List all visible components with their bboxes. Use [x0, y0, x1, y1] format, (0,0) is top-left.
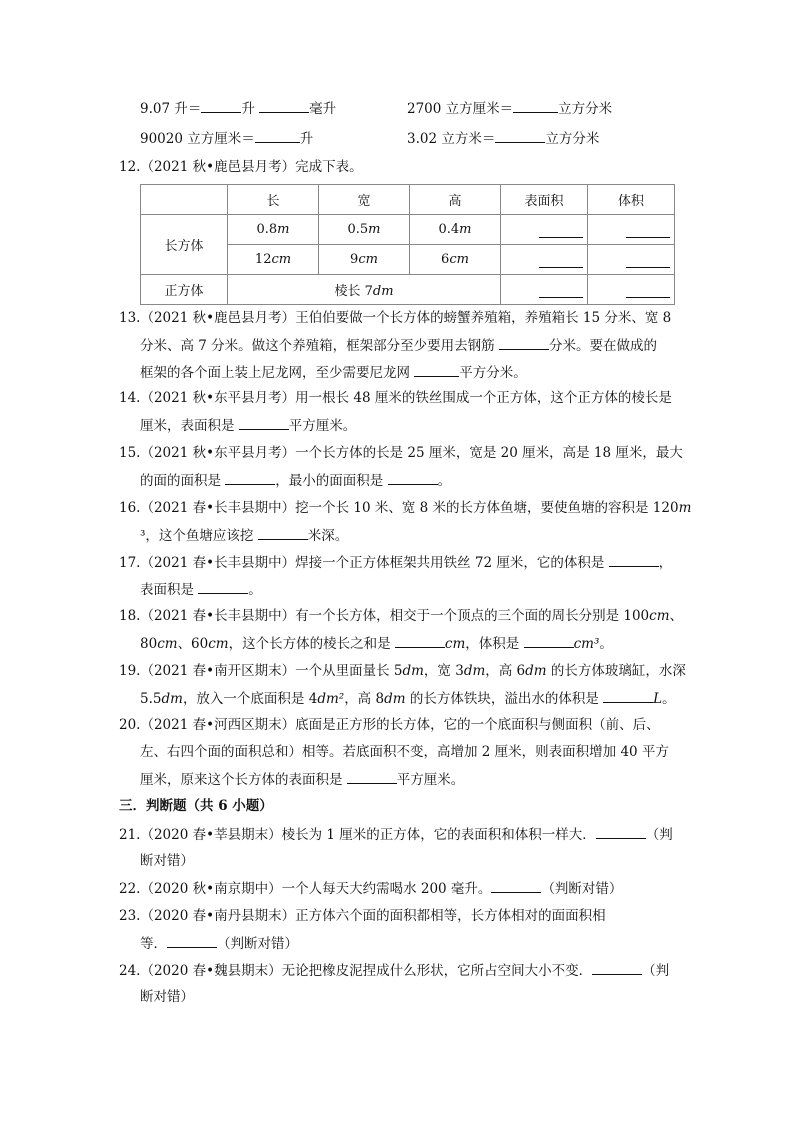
question-17: 17.（2021 春•长丰县期中）焊接一个正方体框架共用铁丝 72 厘米，它的体积是 ， — [119, 552, 672, 573]
volume-table — [140, 184, 675, 305]
conversion-a — [140, 98, 336, 119]
question-20-line2: 左、右四个面的面积总和）相等。若底面积不变，高增加 2 厘米，则表面积增加 40 平方 — [140, 744, 669, 760]
question-21-line2: 断对错） — [140, 853, 194, 869]
section-title: 三．判断题（共 6 小题） — [119, 798, 273, 814]
answer-cell[interactable] — [501, 215, 588, 245]
answer-blank[interactable] — [388, 470, 438, 485]
table-cell: 0.5m — [319, 215, 410, 245]
question-23: 23.（2020 春•南丹县期末）正方体六个面的面积都相等，长方体相对的面面积相 — [119, 908, 606, 924]
answer-blank[interactable] — [255, 128, 300, 143]
answer-blank[interactable] — [499, 335, 549, 350]
conv-c-end: 升 — [299, 131, 314, 147]
conv-d-end: 立方分米 — [545, 131, 600, 147]
answer-cell[interactable] — [588, 215, 675, 245]
conv-b-end: 立方分米 — [558, 101, 613, 117]
answer-cell[interactable] — [588, 245, 675, 275]
table-corner — [141, 185, 228, 215]
question-14: 14.（2021 秋•东平县月考）用一根长 48 厘米的铁丝围成一个正方体，这个正方体的棱长是 — [119, 390, 672, 406]
answer-blank[interactable] — [603, 688, 653, 703]
table-header: 宽 — [319, 185, 410, 215]
question-14-line2: 厘米，表面积是 平方厘米。 — [140, 415, 356, 436]
conv-c-text: 90020 立方厘米＝ — [140, 131, 255, 147]
conv-b-text: 2700 立方厘米＝ — [407, 101, 514, 117]
question-23-line2: 等． （判断对错） — [140, 933, 298, 954]
question-13-line3: 框架的各个面上装上尼龙网，至少需要尼龙网 平方分米。 — [140, 362, 527, 383]
question-22: 22.（2020 秋•南京期中）一个人每天大约需喝水 200 毫升。 （判断对错） — [119, 878, 622, 899]
table-cell: 12cm — [228, 245, 319, 275]
answer-blank[interactable] — [592, 960, 642, 975]
question-24: 24.（2020 春•魏县期末）无论把橡皮泥捏成什么形状，它所占空间大小不变． （判 — [119, 960, 669, 981]
table-cell: 6cm — [410, 245, 501, 275]
answer-blank[interactable] — [395, 633, 445, 648]
question-20-line3: 厘米，原来这个长方体的表面积是 平方厘米。 — [140, 769, 464, 790]
answer-blank[interactable] — [513, 98, 558, 113]
answer-blank[interactable] — [491, 878, 541, 893]
question-15-line2: 的面的面积是 ，最小的面面积是 。 — [140, 470, 451, 491]
answer-blank[interactable] — [524, 633, 574, 648]
answer-blank[interactable] — [414, 362, 459, 377]
question-20: 20.（2021 春•河西区期末）底面是正方形的长方体，它的一个底面积与侧面积（前、后、 — [119, 717, 660, 733]
answer-blank[interactable] — [596, 824, 646, 839]
answer-cell[interactable] — [588, 275, 675, 305]
answer-cell[interactable] — [501, 245, 588, 275]
conv-a-mid: 升 — [241, 101, 255, 117]
answer-blank[interactable] — [198, 579, 248, 594]
row-label-cube: 正方体 — [141, 275, 228, 305]
answer-cell[interactable] — [501, 275, 588, 305]
question-13: 13.（2021 秋•鹿邑县月考）王伯伯要做一个长方体的螃蟹养殖箱，养殖箱长 15 分米、宽 8 — [119, 310, 672, 326]
answer-blank[interactable] — [259, 98, 309, 113]
table-cell: 0.4m — [410, 215, 501, 245]
table-cell: 棱长 7dm — [228, 275, 501, 305]
conversion-b — [407, 98, 612, 119]
question-21: 21.（2020 春•莘县期末）棱长为 1 厘米的正方体，它的表面积和体积一样大． （判 — [119, 824, 673, 845]
table-cell: 0.8m — [228, 215, 319, 245]
question-18: 18.（2021 春•长丰县期中）有一个长方体，相交于一个顶点的三个面的周长分别是 100cm、 — [119, 608, 684, 624]
answer-blank[interactable] — [225, 470, 275, 485]
question-16: 16.（2021 春•长丰县期中）挖一个长 10 米、宽 8 米的长方体鱼塘，要使鱼塘的容积是 120m — [119, 500, 692, 516]
answer-blank[interactable] — [201, 98, 241, 113]
question-19-line2: 5.5dm，放入一个底面积是 4dm²，高 8dm 的长方体铁块，溢出水的体积是 L。 — [140, 688, 676, 709]
answer-blank[interactable] — [167, 933, 217, 948]
conv-a-end: 毫升 — [309, 101, 337, 117]
question-17-line2: 表面积是 。 — [140, 579, 262, 600]
conv-a-text: 9.07 升＝ — [140, 101, 202, 117]
answer-blank[interactable] — [347, 769, 397, 784]
conv-d-text: 3.02 立方米＝ — [407, 131, 496, 147]
question-15: 15.（2021 秋•东平县月考）一个长方体的长是 25 厘米，宽是 20 厘米，高是 18 厘米，最大 — [119, 445, 683, 461]
table-header: 长 — [228, 185, 319, 215]
table-header: 体积 — [588, 185, 675, 215]
question-24-line2: 断对错） — [140, 989, 194, 1005]
table-header: 表面积 — [501, 185, 588, 215]
conversion-c — [140, 128, 313, 149]
question-18-line2: 80cm、60cm，这个长方体的棱长之和是 cm，体积是 cm³。 — [140, 633, 613, 654]
answer-blank[interactable] — [495, 128, 545, 143]
question-16-line2: ³，这个鱼塘应该挖 米深。 — [140, 525, 348, 546]
question-19: 19.（2021 春•南开区期末）一个从里面量长 5dm，宽 3dm，高 6dm 的长方体玻璃缸，水深 — [119, 663, 686, 679]
answer-blank[interactable] — [258, 525, 308, 540]
question-12: 12.（2021 秋•鹿邑县月考）完成下表。 — [119, 159, 363, 175]
answer-blank[interactable] — [609, 552, 659, 567]
question-13-line2: 分米、高 7 分米。做这个养殖箱，框架部分至少要用去钢筋 分米。要在做成的 — [140, 335, 657, 356]
table-header: 高 — [410, 185, 501, 215]
answer-blank[interactable] — [239, 415, 289, 430]
row-label-cuboid: 长方体 — [141, 215, 228, 275]
conversion-d — [407, 128, 599, 149]
table-cell: 9cm — [319, 245, 410, 275]
